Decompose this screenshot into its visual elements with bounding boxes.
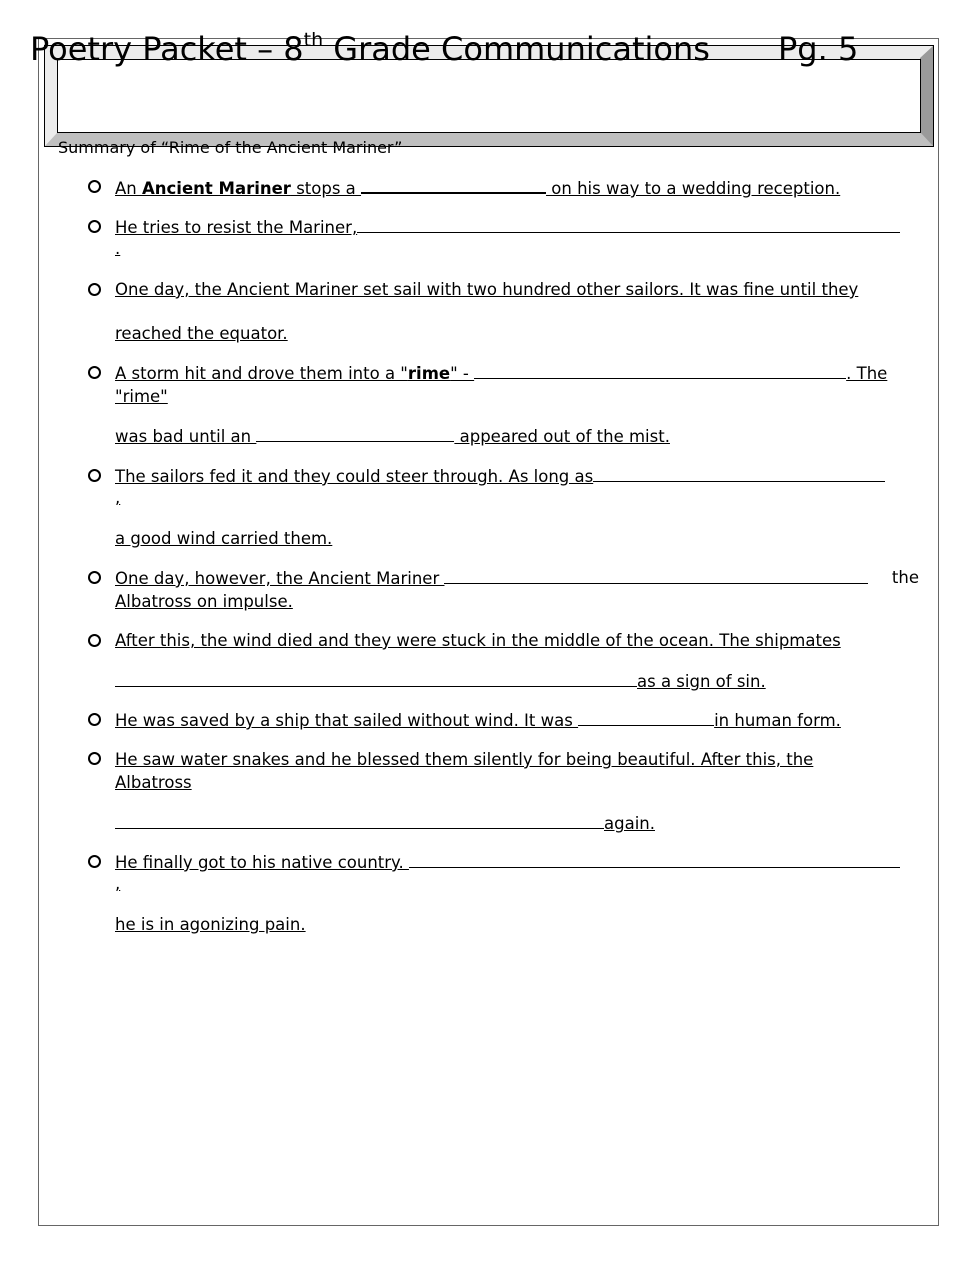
page-number: Pg. 5: [778, 30, 859, 68]
bullet-icon: [88, 752, 101, 765]
header-inner: [57, 59, 921, 133]
list-item-cont: "rime": [115, 387, 168, 406]
fill-blank[interactable]: [115, 813, 604, 829]
list-item-cont: as a sign of sin.: [115, 671, 766, 692]
list-item: An Ancient Mariner stops a on his way to a wedding reception.: [115, 179, 841, 198]
list-item-cont: .: [115, 239, 121, 258]
list-item-cont: ,: [115, 488, 121, 507]
summary-title: Summary of “Rime of the Ancient Mariner”: [58, 138, 403, 157]
bullet-icon: [88, 283, 101, 296]
fill-blank[interactable]: [578, 710, 714, 726]
list-item: The sailors fed it and they could steer through. As long as: [115, 466, 885, 487]
list-item-cont: Albatross: [115, 773, 192, 792]
fill-blank[interactable]: [357, 217, 900, 233]
bullet-icon: [88, 713, 101, 726]
fill-blank[interactable]: [361, 177, 546, 194]
fill-blank[interactable]: [115, 671, 637, 687]
list-item: One day, however, the Ancient Mariner the: [115, 568, 919, 588]
list-item: He was saved by a ship that sailed without wind. It was in human form.: [115, 711, 841, 730]
bullet-icon: [88, 634, 101, 647]
list-item: One day, the Ancient Mariner set sail with two hundred other sailors. It was fine until they: [115, 280, 859, 299]
list-item: A storm hit and drove them into a "rime" - . The: [115, 364, 888, 383]
page-title: Poetry Packet – 8th Grade Communications: [30, 29, 710, 68]
list-item-cont: again.: [115, 813, 655, 834]
list-item: He saw water snakes and he blessed them silently for being beautiful. After this, the: [115, 750, 814, 769]
list-item: He finally got to his native country.: [115, 852, 900, 873]
list-item-cont: reached the equator.: [115, 324, 288, 343]
list-item-cont: a good wind carried them.: [115, 529, 333, 548]
bullet-icon: [88, 180, 101, 193]
bullet-icon: [88, 855, 101, 868]
fill-blank[interactable]: [409, 852, 900, 868]
fill-blank[interactable]: [256, 426, 454, 442]
fill-blank[interactable]: [444, 568, 868, 584]
list-item-cont: ,: [115, 874, 121, 893]
fill-blank[interactable]: [593, 466, 885, 482]
bullet-icon: [88, 366, 101, 379]
list-item: He tries to resist the Mariner,: [115, 217, 900, 238]
bullet-icon: [88, 469, 101, 482]
list-item-cont: was bad until an appeared out of the mist.: [115, 427, 670, 446]
list-item: After this, the wind died and they were stuck in the middle of the ocean. The shipmates: [115, 631, 841, 650]
header-bevel: [920, 46, 933, 146]
list-item-cont: he is in agonizing pain.: [115, 915, 306, 934]
bullet-icon: [88, 220, 101, 233]
fill-blank[interactable]: [474, 363, 846, 379]
list-item-cont: Albatross on impulse.: [115, 592, 293, 611]
bullet-icon: [88, 571, 101, 584]
